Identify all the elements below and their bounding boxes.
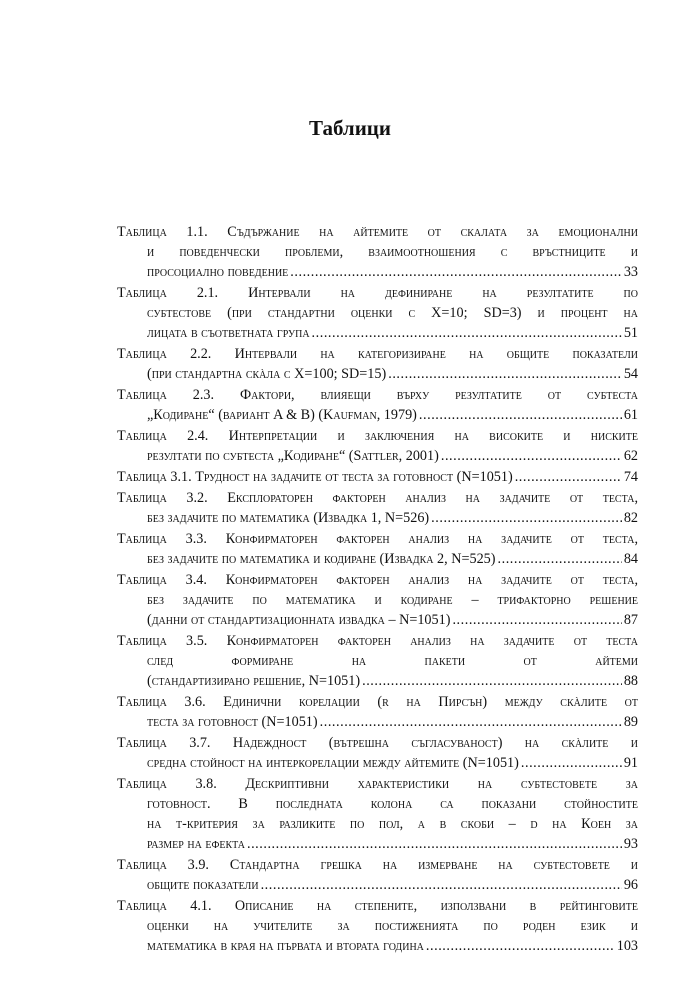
toc-entry[interactable] xyxy=(117,774,638,854)
toc-entry-text: Таблица 4.1. Описание на степените, използвани в рейтинговите xyxy=(117,898,638,914)
toc-entry-text: и поведенчески проблеми, взаимоотношения с връстниците и xyxy=(147,244,638,260)
toc-entry-text: (стандартизирано решение, N=1051) xyxy=(147,673,361,689)
toc-entry-line xyxy=(117,488,638,508)
toc-entry-line xyxy=(117,323,638,343)
toc-entry-line xyxy=(117,733,638,753)
toc-entry[interactable] xyxy=(117,283,638,343)
toc-entry-line xyxy=(117,834,638,854)
toc-entry-text: Таблица 3.3. Конфирматорен факторен анализ на задачите от теста, xyxy=(117,531,638,547)
toc-entry-line xyxy=(117,426,638,446)
dot-leader xyxy=(452,610,621,630)
toc-entry-line xyxy=(117,467,638,487)
toc-entry-line xyxy=(117,344,638,364)
toc-entry-text: „Кодиране“ (вариант A & B) (Kaufman, 1979) xyxy=(147,407,417,423)
toc-entry-line xyxy=(117,936,638,956)
toc-entry-text: резултати по субтеста „Кодиране“ (Sattler, 2001) xyxy=(147,448,439,464)
toc-entry-text: след формиране на пакети от айтеми xyxy=(147,653,638,669)
toc-entry-text: лицата в съответната група xyxy=(147,325,310,341)
toc-page-number[interactable]: 89 xyxy=(623,714,638,730)
toc-entry-line xyxy=(117,303,638,323)
toc-entry[interactable] xyxy=(117,570,638,630)
toc-entry-text: без задачите по математика и кодиране – трифакторно решение xyxy=(147,592,638,608)
toc-entry-text: без задачите по математика и кодиране (Извадка 2, N=525) xyxy=(147,551,496,567)
toc-entry[interactable] xyxy=(117,426,638,466)
toc-page-number[interactable]: 62 xyxy=(623,448,638,464)
toc-entry-line xyxy=(117,570,638,590)
toc-entry[interactable] xyxy=(117,385,638,425)
dot-leader xyxy=(320,712,622,732)
toc-entry-line xyxy=(117,283,638,303)
toc-entry-line xyxy=(117,814,638,834)
toc-entry-line xyxy=(117,794,638,814)
toc-entry-line xyxy=(117,590,638,610)
toc-page-number[interactable]: 33 xyxy=(623,264,638,280)
dot-leader xyxy=(261,875,622,895)
page-title: Таблици xyxy=(308,116,392,140)
toc-entry-text: Таблица 1.1. Съдържание на айтемите от скалата за емоционални xyxy=(117,224,638,240)
table-of-contents xyxy=(117,222,638,957)
toc-entry[interactable] xyxy=(117,733,638,773)
toc-page-number[interactable]: 82 xyxy=(623,510,638,526)
toc-page-number[interactable]: 61 xyxy=(623,407,638,423)
toc-entry[interactable] xyxy=(117,488,638,528)
toc-entry-text: Таблица 3.8. Дескриптивни характеристики на субтестовете за xyxy=(117,776,638,792)
toc-entry-text: Таблица 3.2. Експлораторен факторен анализ на задачите от теста, xyxy=(117,490,638,506)
toc-entry-line xyxy=(117,549,638,569)
toc-entry-text: оценки на учителите за постиженията по роден език и xyxy=(147,918,638,934)
toc-entry-line xyxy=(117,692,638,712)
dot-leader xyxy=(312,323,622,343)
toc-entry-text: Таблица 3.6. Единични корелации (r на Пирсън) между скàлите от xyxy=(117,694,638,710)
toc-page-number[interactable]: 54 xyxy=(623,366,638,382)
dot-leader xyxy=(362,671,622,691)
toc-entry-text: Таблица 3.5. Конфирматорен факторен анализ на задачите от теста xyxy=(117,633,638,649)
toc-entry-text: (при стандартна скàла с X=100; SD=15) xyxy=(147,366,387,382)
toc-entry[interactable] xyxy=(117,855,638,895)
toc-entry-line xyxy=(117,222,638,242)
toc-entry[interactable] xyxy=(117,896,638,956)
toc-page-number[interactable]: 88 xyxy=(623,673,638,689)
toc-page-number[interactable]: 51 xyxy=(623,325,638,341)
dot-leader xyxy=(290,262,622,282)
toc-page-number[interactable]: 84 xyxy=(623,551,638,567)
toc-entry-text: Таблица 2.1. Интервали на дефиниране на резултатите по xyxy=(117,285,638,301)
toc-entry-text: (данни от стандартизационната извадка – N=1051) xyxy=(147,612,451,628)
toc-entry-line xyxy=(117,631,638,651)
toc-page-number[interactable]: 87 xyxy=(623,612,638,628)
toc-page-number[interactable]: 91 xyxy=(623,755,638,771)
dot-leader xyxy=(426,936,615,956)
toc-page-number[interactable]: 96 xyxy=(623,877,638,893)
toc-entry-text: средна стойност на интеркорелации между айтемите (N=1051) xyxy=(147,755,519,771)
toc-entry-line xyxy=(117,405,638,425)
toc-page-number[interactable]: 93 xyxy=(623,836,638,852)
toc-entry-line xyxy=(117,385,638,405)
toc-entry-text: общите показатели xyxy=(147,877,259,893)
toc-entry-line xyxy=(117,875,638,895)
toc-entry-line xyxy=(117,855,638,875)
dot-leader xyxy=(431,508,622,528)
toc-entry-line xyxy=(117,262,638,282)
toc-entry-text: Таблица 3.7. Надеждност (вътрешна съгласуваност) на скàлите и xyxy=(117,735,638,751)
toc-entry-text: Таблица 2.3. Фактори, влияещи върху резултатите от субтеста xyxy=(117,387,638,403)
dot-leader xyxy=(521,753,622,773)
toc-entry-text: математика в края на първата и втората година xyxy=(147,938,424,954)
toc-entry-line xyxy=(117,651,638,671)
dot-leader xyxy=(441,446,622,466)
toc-entry-line xyxy=(117,774,638,794)
toc-entry-line xyxy=(117,896,638,916)
toc-entry-line xyxy=(117,364,638,384)
toc-entry[interactable] xyxy=(117,631,638,691)
toc-entry-text: субтестове (при стандартни оценки с X=10; SD=3) и процент на xyxy=(147,305,638,321)
toc-entry-text: просоциално поведение xyxy=(147,264,289,280)
toc-entry-text: Таблица 3.4. Конфирматорен факторен анализ на задачите от теста, xyxy=(117,572,638,588)
toc-entry-text: на t-критерия за разликите по пол, а в скоби – d на Коен за xyxy=(147,816,638,832)
toc-entry-text: готовност. В последната колона са показани стойностите xyxy=(147,796,638,812)
toc-entry[interactable] xyxy=(117,692,638,732)
dot-leader xyxy=(419,405,622,425)
dot-leader xyxy=(388,364,622,384)
toc-entry-text: теста за готовност (N=1051) xyxy=(147,714,318,730)
toc-entry-line xyxy=(117,610,638,630)
toc-entry-text: размер на ефекта xyxy=(147,836,245,852)
toc-entry-line xyxy=(117,712,638,732)
toc-page-number[interactable]: 74 xyxy=(623,469,638,485)
toc-entry-line xyxy=(117,529,638,549)
dot-leader xyxy=(515,467,622,487)
toc-entry-text: Таблица 2.4. Интерпретации и заключения на високите и ниските xyxy=(117,428,638,444)
toc-page-number[interactable]: 103 xyxy=(616,938,638,954)
toc-entry-text: Таблица 3.1. Трудност на задачите от теста за готовност (N=1051) xyxy=(117,469,513,485)
toc-entry[interactable] xyxy=(117,222,638,282)
toc-entry-text: без задачите по математика (Извадка 1, N=526) xyxy=(147,510,430,526)
toc-entry-line xyxy=(117,671,638,691)
toc-entry-line xyxy=(117,916,638,936)
toc-entry-line xyxy=(117,242,638,262)
toc-entry[interactable] xyxy=(117,529,638,569)
dot-leader xyxy=(498,549,622,569)
toc-entry-line xyxy=(117,753,638,773)
toc-entry-line xyxy=(117,508,638,528)
toc-entry[interactable] xyxy=(117,344,638,384)
dot-leader xyxy=(247,834,622,854)
toc-entry-text: Таблица 2.2. Интервали на категоризиране на общите показатели xyxy=(117,346,638,362)
toc-entry-line xyxy=(117,446,638,466)
toc-entry-text: Таблица 3.9. Стандартна грешка на измерване на субтестовете и xyxy=(117,857,638,873)
toc-entry[interactable] xyxy=(117,467,638,487)
